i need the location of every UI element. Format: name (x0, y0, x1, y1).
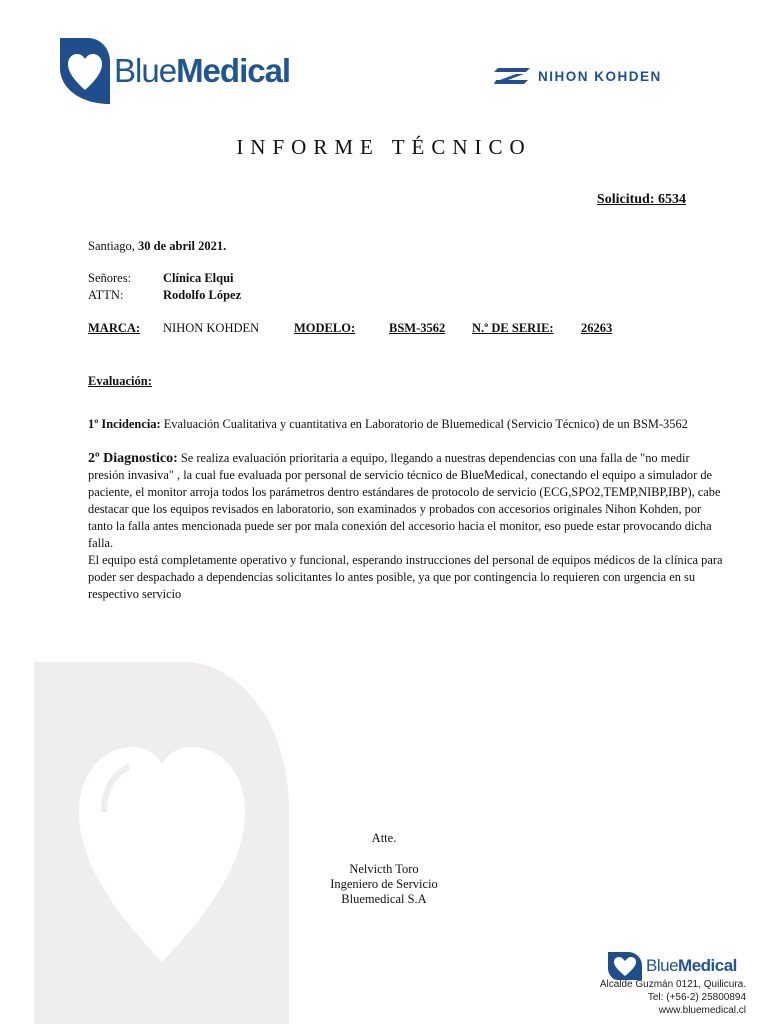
senores-label: Señores: (88, 271, 132, 285)
footer-brand: BlueMedical (646, 956, 737, 975)
serie-label: N.º DE SERIE: (472, 321, 554, 335)
brand-name: BlueMedical (114, 52, 291, 89)
footer-address: Alcalde Guzmán 0121, Quilicura. (599, 979, 746, 990)
diagnosis-paragraph: 2º Diagnostico: Se realiza evaluación prioritaria a equipo, llegando a nuestras dependencias con una falla de "no medir presión invasiva" , la cual fue evaluada por personal de servicio técnico de BlueMedical, conectando el equipo a simulador de paciente, el monitor arroja todos los parámetros dentro estándares de protocolo de servicio (ECG,SPO2,TEMP,NIBP,IBP), cabe destacar que los equipos revisados en laboratorio, son examinados y probados con accesorios originales Nihon Kohden, por tanto la falla antes mencionada puede ser por mala conexión del accesorio hacia el monitor, eso puede estar provocando dicha falla. El equipo está completamente operativo y funcional, esperando instrucciones del personal de equipos médicos de la clínica para poder ser despachado a dependencias solicitantes lo antes posible, ya que por contingencia lo requieren con urgencia en su respectivo servicio (88, 451, 723, 601)
marca-label: MARCA: (88, 321, 141, 335)
heart-logo-icon (60, 38, 110, 104)
attn-value: Rodolfo López (163, 288, 242, 302)
marca-value: NIHON KOHDEN (163, 321, 260, 335)
signer-name: Nelvicth Toro (349, 862, 419, 876)
document-title: INFORME TÉCNICO (236, 135, 532, 159)
nihon-kohden-mark-icon (494, 68, 530, 84)
closing: Atte. (371, 831, 397, 845)
partner-name: NIHON KOHDEN (538, 68, 662, 84)
nihon-kohden-logo (494, 68, 662, 84)
footer-phone: Tel: (+56-2) 25800894 (647, 992, 746, 1003)
senores-value: Clínica Elqui (163, 271, 234, 285)
footer-contact (600, 978, 746, 1017)
signer-company: Bluemedical S.A (341, 892, 427, 906)
evaluation-heading: Evaluación: (88, 374, 152, 388)
footer-logo (608, 952, 737, 980)
incidence-paragraph: 1º Incidencia: Evaluación Cualitativa y cuantitativa en Laboratorio de Bluemedical (Servicio Técnico) de un BSM-3562 (88, 417, 688, 431)
footer-heart-icon (608, 952, 642, 980)
request-number: Solicitud: 6534 (596, 192, 686, 207)
footer-website[interactable]: www.bluemedical.cl (658, 1005, 746, 1016)
serie-value: 26263 (581, 321, 613, 335)
bluemedical-logo (60, 38, 290, 104)
modelo-label: MODELO: (294, 321, 356, 335)
date-line: Santiago, 30 de abril 2021. (88, 239, 227, 253)
modelo-value: BSM-3562 (389, 321, 446, 335)
signer-role: Ingeniero de Servicio (330, 877, 438, 891)
attn-label: ATTN: (88, 288, 124, 302)
